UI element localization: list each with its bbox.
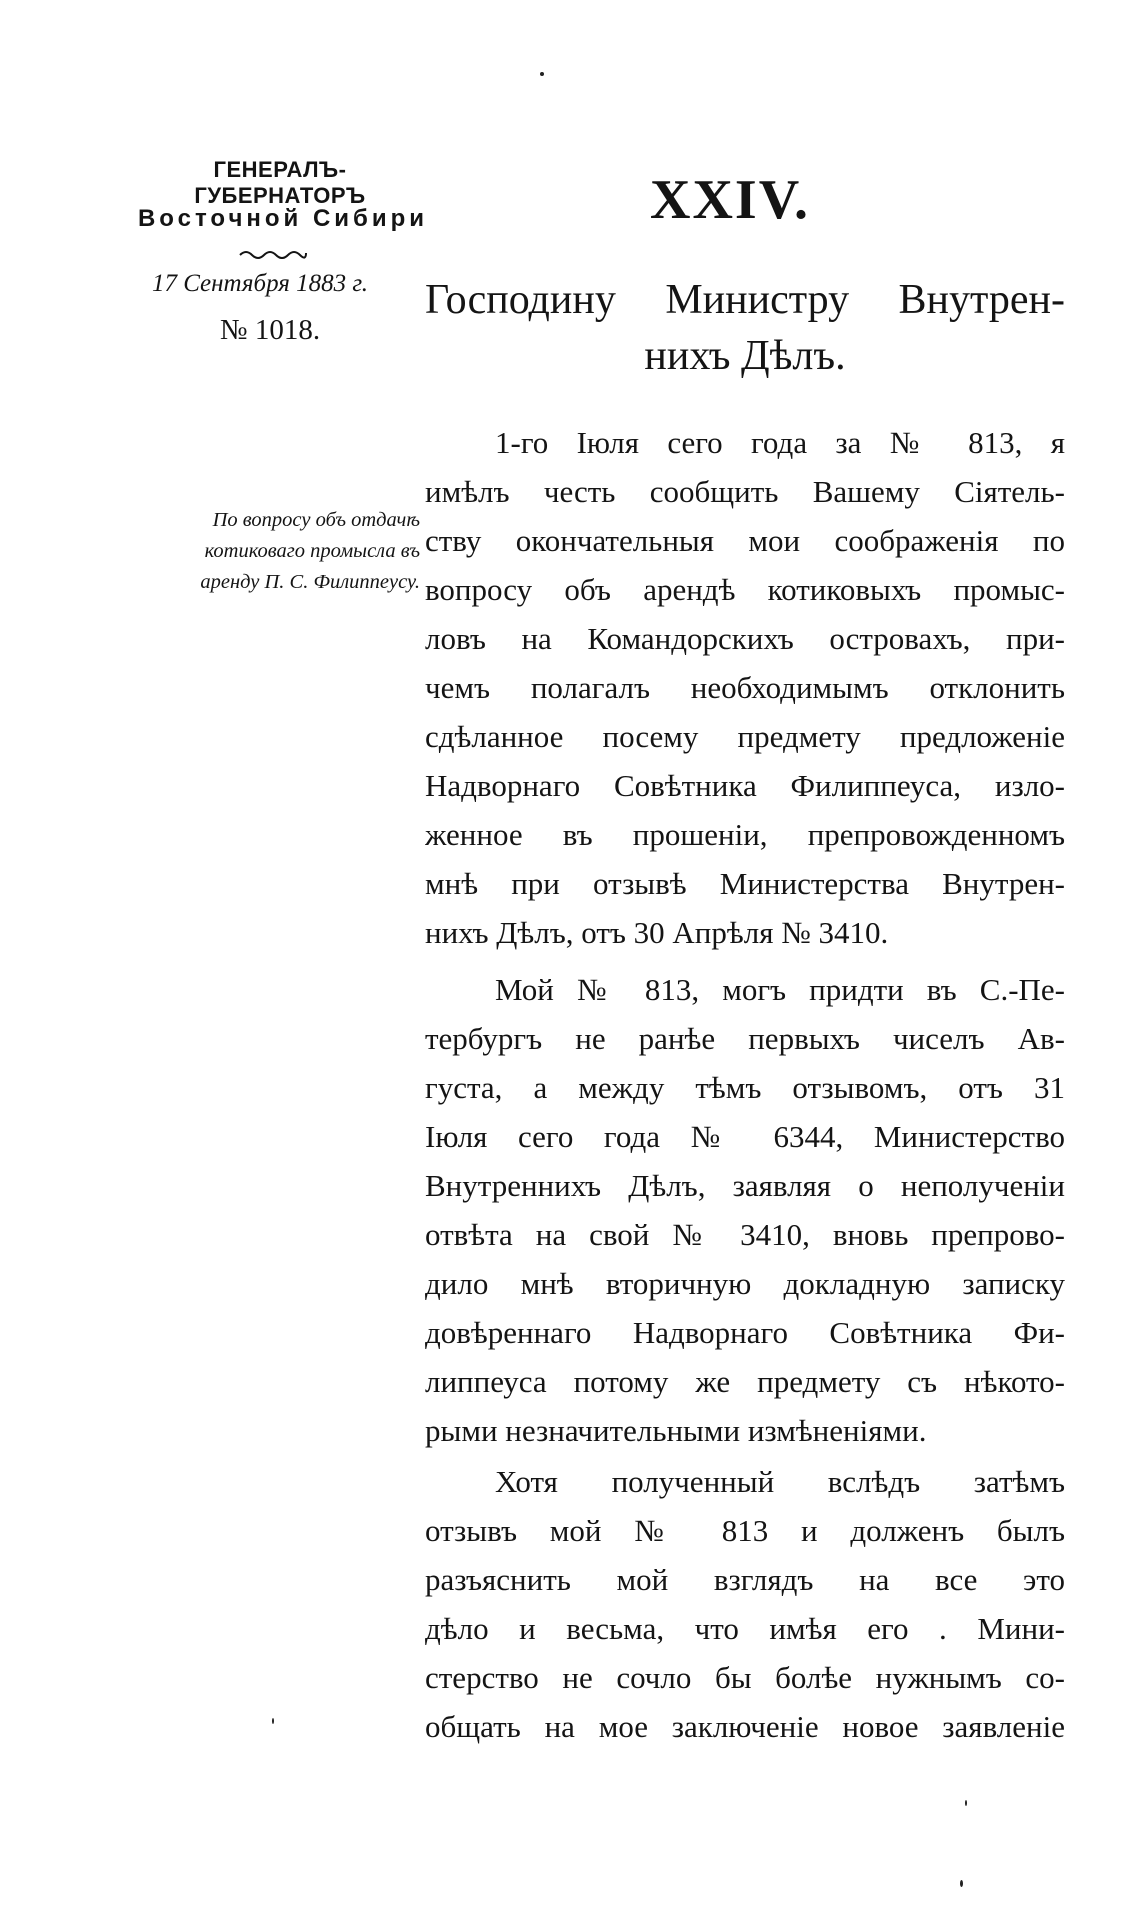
- text-line: женное въ прошеніи, препровожденномъ: [425, 817, 1065, 852]
- text-line: Хотя полученный вслѣдъ затѣмъ: [495, 1464, 1065, 1499]
- paragraph-3: [425, 1457, 1065, 1751]
- text-line: дило мнѣ вторичную докладную записку: [425, 1266, 1065, 1301]
- document-numeral: XXIV.: [650, 169, 810, 231]
- text-line: нихъ Дѣлъ, отъ 30 Апрѣля № 3410.: [425, 915, 889, 950]
- text-line: вопросу объ арендѣ котиковыхъ промыс-: [425, 572, 1065, 607]
- text-line: общать на мое заключеніе новое заявленіе: [425, 1709, 1065, 1744]
- text-line: Надворнаго Совѣтника Филиппеуса, изло-: [425, 768, 1065, 803]
- text-line: рыми незначительными измѣненіями.: [425, 1413, 927, 1448]
- text-line: отзывъ мой № 813 и долженъ былъ: [425, 1513, 1065, 1548]
- ornamental-wave-divider: [238, 247, 308, 259]
- text-line: чемъ полагалъ необходимымъ отклонить: [425, 670, 1065, 705]
- text-line: сдѣланное посему предмету предложеніе: [425, 719, 1065, 754]
- scan-speck: [272, 1718, 274, 1724]
- text-line: Іюля сего года № 6344, Министерство: [425, 1119, 1065, 1154]
- text-line: мнѣ при отзывѣ Министерства Внутрен-: [425, 866, 1065, 901]
- scan-speck: [960, 1880, 963, 1887]
- text-line: дѣло и весьма, что имѣя его . Мини-: [425, 1611, 1065, 1646]
- margin-note: [95, 505, 420, 598]
- text-line: отвѣта на свой № 3410, вновь препрово-: [425, 1217, 1065, 1252]
- text-line: разъяснить мой взглядъ на все это: [425, 1562, 1065, 1597]
- text-line: Внутреннихъ Дѣлъ, заявляя о неполученіи: [425, 1168, 1065, 1203]
- text-line: ловъ на Командорскихъ островахъ, при-: [425, 621, 1065, 656]
- letter-body: [425, 418, 1065, 1751]
- paragraph-1: [425, 418, 1065, 957]
- text-line: тербургъ не ранѣе первыхъ чиселъ Ав-: [425, 1021, 1065, 1056]
- addressee-line-2: нихъ Дѣлъ.: [644, 333, 846, 379]
- text-line: довѣреннаго Надворнаго Совѣтника Фи-: [425, 1315, 1065, 1350]
- text-line: 1-го Іюля сего года за № 813, я: [495, 425, 1065, 460]
- margin-note-line: аренду П. С. Филиппеусу.: [200, 571, 420, 593]
- text-line: липпеуса потому же предмету съ нѣкото-: [425, 1364, 1065, 1399]
- text-line: густа, а между тѣмъ отзывомъ, отъ 31: [425, 1070, 1065, 1105]
- scan-speck: [965, 1800, 967, 1806]
- text-line: стерство не сочло бы болѣе нужнымъ со-: [425, 1660, 1065, 1695]
- text-line: имѣлъ честь сообщить Вашему Сіятель-: [425, 474, 1065, 509]
- text-line: Мой № 813, могъ придти въ С.-Пе-: [495, 972, 1065, 1007]
- letter-number: № 1018.: [219, 314, 321, 346]
- addressee-line-1: Господину Министру Внутрен-: [425, 277, 1065, 323]
- letter-date: 17 Сентября 1883 г.: [151, 270, 369, 297]
- text-line: ству окончательныя мои соображенія по: [425, 523, 1065, 558]
- sender-region: Восточной Сибири: [137, 205, 429, 232]
- scan-speck: [540, 72, 544, 76]
- margin-note-line: котиковаго промысла въ: [204, 540, 420, 562]
- margin-note-line: По вопросу объ отдачѣ: [212, 509, 420, 531]
- sender-title: ГЕНЕРАЛЪ-ГУБЕРНАТОРЪ: [194, 157, 366, 208]
- paragraph-2: [425, 965, 1065, 1455]
